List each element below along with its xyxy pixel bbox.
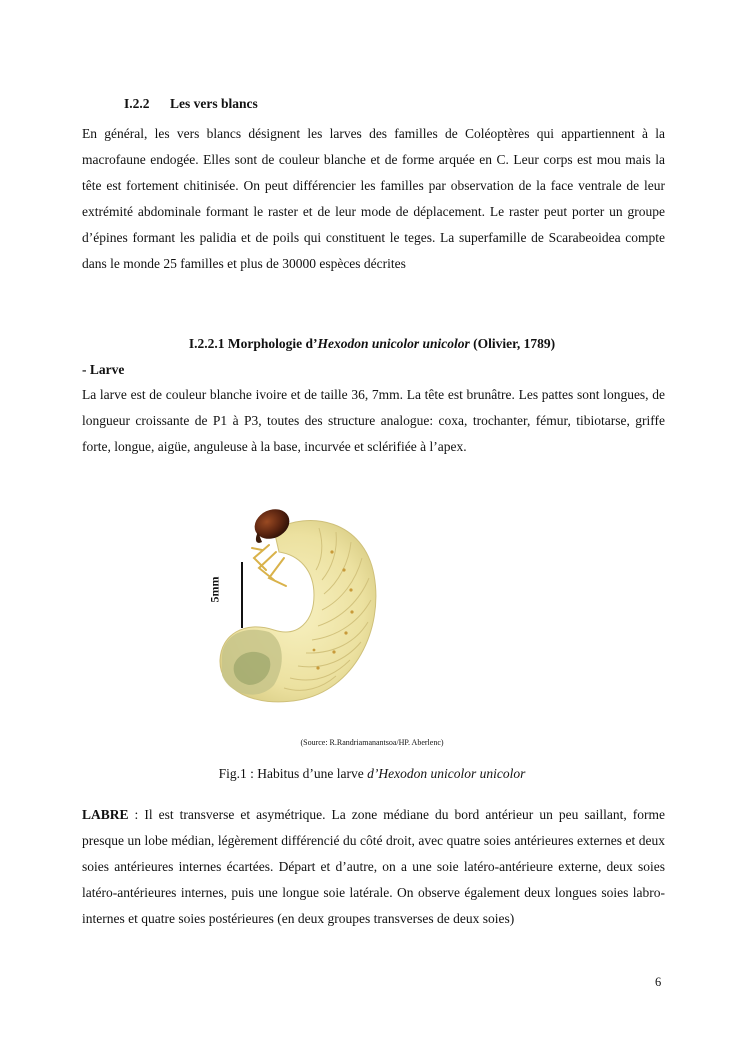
larve-label: - Larve <box>82 362 125 377</box>
labre-label: LABRE <box>82 807 129 822</box>
caption-italic: d’Hexodon unicolor unicolor <box>367 766 526 781</box>
figure-source: (Source: R.Randriamanantsoa/HP. Aberlenc) <box>300 738 444 747</box>
section-number: I.2.2 <box>124 96 150 111</box>
labre-paragraph <box>82 802 665 932</box>
scale-label <box>207 570 236 610</box>
section-title: Les vers blancs <box>170 96 258 111</box>
scale-label-text: 5mm <box>207 576 222 603</box>
section-heading <box>124 96 258 112</box>
subsection-heading <box>0 336 744 352</box>
subsection-suffix: (Olivier, 1789) <box>469 336 556 351</box>
caption-prefix: Fig.1 : Habitus d’une larve <box>218 766 368 781</box>
larva-illustration <box>214 490 386 712</box>
subsection-species: Hexodon unicolor unicolor <box>317 336 470 351</box>
page-number: 6 <box>655 975 662 989</box>
subsection-prefix: I.2.2.1 Morphologie d’ <box>188 336 318 351</box>
labre-text: : Il est transverse et asymétrique. La zone médiane du bord antérieur un peu saillant, forme presque un lobe médian, légèrement différencié du côté droit, avec quatre soies antérieures externes et deux soies antérieures internes écartées. Départ et d’autre, on a une soie latéro-antérieure externe, deux soies latéro-antérieures internes, puis une longue soie latérale. On observe également deux longues soies labro-internes et quatre soies postérieures (en deux groupes transverses de deux soies) <box>82 807 665 926</box>
intro-paragraph: En général, les vers blancs désignent les larves des familles de Coléoptères qui appartiennent à la macrofaune endogée. Elles sont de couleur blanche et de forme arquée en C. Leur corps est mou mais la tête est fortement chitinisée. On peut différencier les familles par observation de la face ventrale de leur extrémité abdominale formant le raster et de leur mode de déplacement. Le raster peut porter un groupe d’épines formant les palidia et de poils qui constituent le teges. La superfamille de Scarabeoidea compte dans le monde 25 familles et plus de 30000 espèces décrites <box>82 126 665 271</box>
larve-paragraph: La larve est de couleur blanche ivoire et de taille 36, 7mm. La tête est brunâtre. Les pattes sont longues, de longueur croissante de P1 à P3, toutes des structure analogue: coxa, trochanter, fémur, tibiotarse, griffe forte, longue, aigüe, anguleuse à la base, incurvée et sclérifiée à l’apex. <box>82 387 665 454</box>
figure-caption <box>0 766 744 782</box>
scale-bar <box>241 562 243 628</box>
